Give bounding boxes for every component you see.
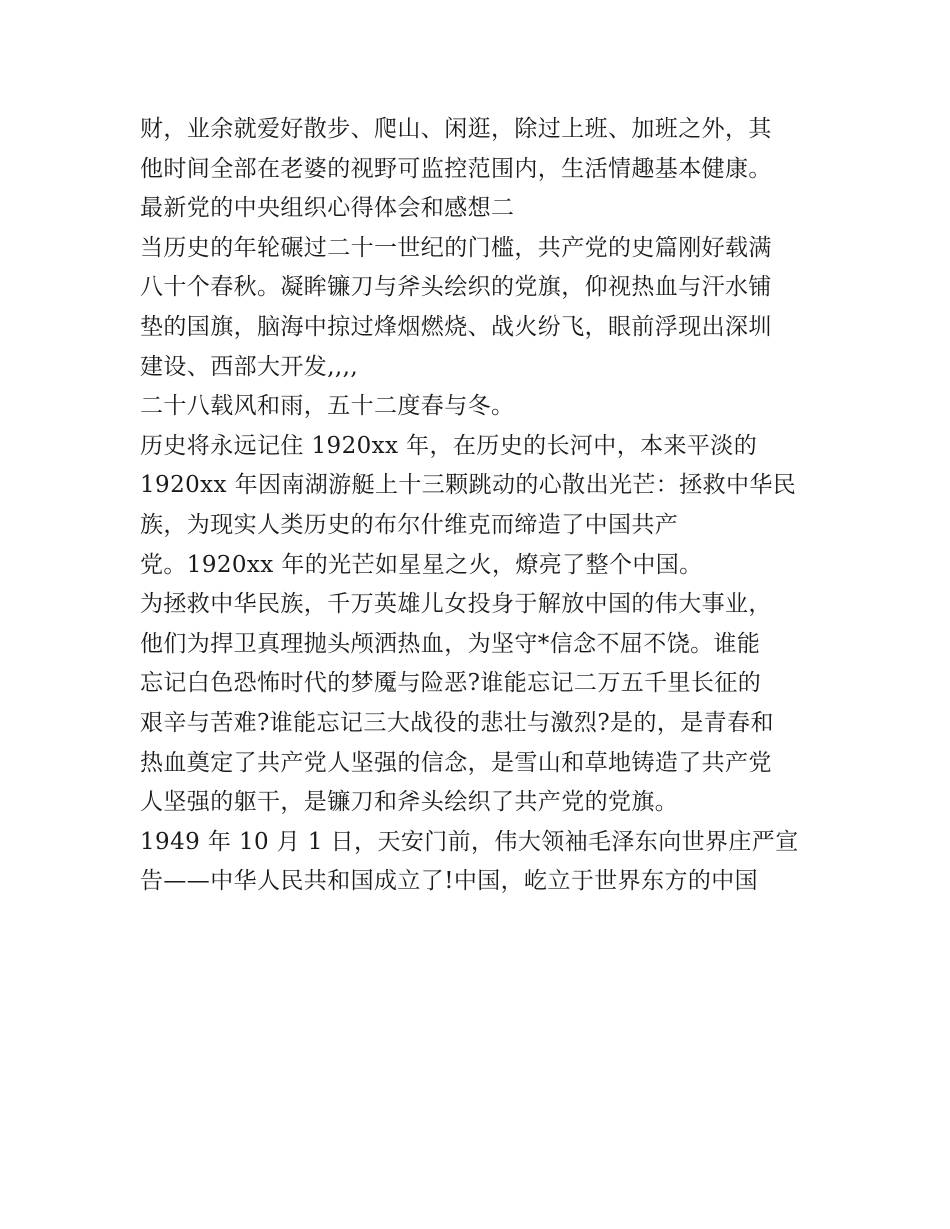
text-line: 1920xx 年因南湖游艇上十三颗跳动的心散出光芒：拯救中华民 <box>140 472 797 499</box>
text-line: 他们为捍卫真理抛头颅洒热血，为坚守*信念不屈不饶。谁能 <box>140 630 761 657</box>
text-line: 二十八载风和雨，五十二度春与冬。 <box>140 393 515 420</box>
text-line: 垫的国旗，脑海中掠过烽烟燃烧、战火纷飞，眼前浮现出深圳 <box>140 313 772 340</box>
text-line: 告——中华人民共和国成立了!中国，屹立于世界东方的中国 <box>140 868 759 895</box>
text-line: 党。1920xx 年的光芒如星星之火，燎亮了整个中国。 <box>140 551 703 578</box>
text-line: 当历史的年轮碾过二十一世纪的门槛，共产党的史篇刚好载满 <box>140 234 772 261</box>
text-line: 他时间全部在老婆的视野可监控范围内，生活情趣基本健康。 <box>140 155 772 182</box>
text-line: 人坚强的躯干，是镰刀和斧头绘织了共产党的党旗。 <box>140 789 679 816</box>
text-line: 财，业余就爱好散步、爬山、闲逛，除过上班、加班之外，其 <box>140 116 772 142</box>
text-line: 族，为现实人类历史的布尔什维克而缔造了中国共产 <box>140 511 679 538</box>
text-line: 八十个春秋。凝眸镰刀与斧头绘织的党旗，仰视热血与汗水铺 <box>140 274 772 301</box>
text-line: 为拯救中华民族，千万英雄儿女投身于解放中国的伟大事业， <box>140 591 772 618</box>
document-body <box>140 110 820 902</box>
text-line: 艰辛与苦难?谁能忘记三大战役的悲壮与激烈?是的，是青春和 <box>140 709 774 736</box>
text-line: 历史将永远记住 1920xx 年，在历史的长河中，本来平淡的 <box>140 432 758 459</box>
text-line: 1949 年 10 月 1 日，天安门前，伟大领袖毛泽东向世界庄严宣 <box>140 828 799 855</box>
text-line: 建设、西部大开发,,,, <box>140 353 359 380</box>
section-heading: 最新党的中央组织心得体会和感想二 <box>140 195 515 222</box>
text-line: 热血奠定了共产党人坚强的信念，是雪山和草地铸造了共产党 <box>140 749 772 776</box>
text-line: 忘记白色恐怖时代的梦魇与险恶?谁能忘记二万五千里长征的 <box>140 670 762 697</box>
